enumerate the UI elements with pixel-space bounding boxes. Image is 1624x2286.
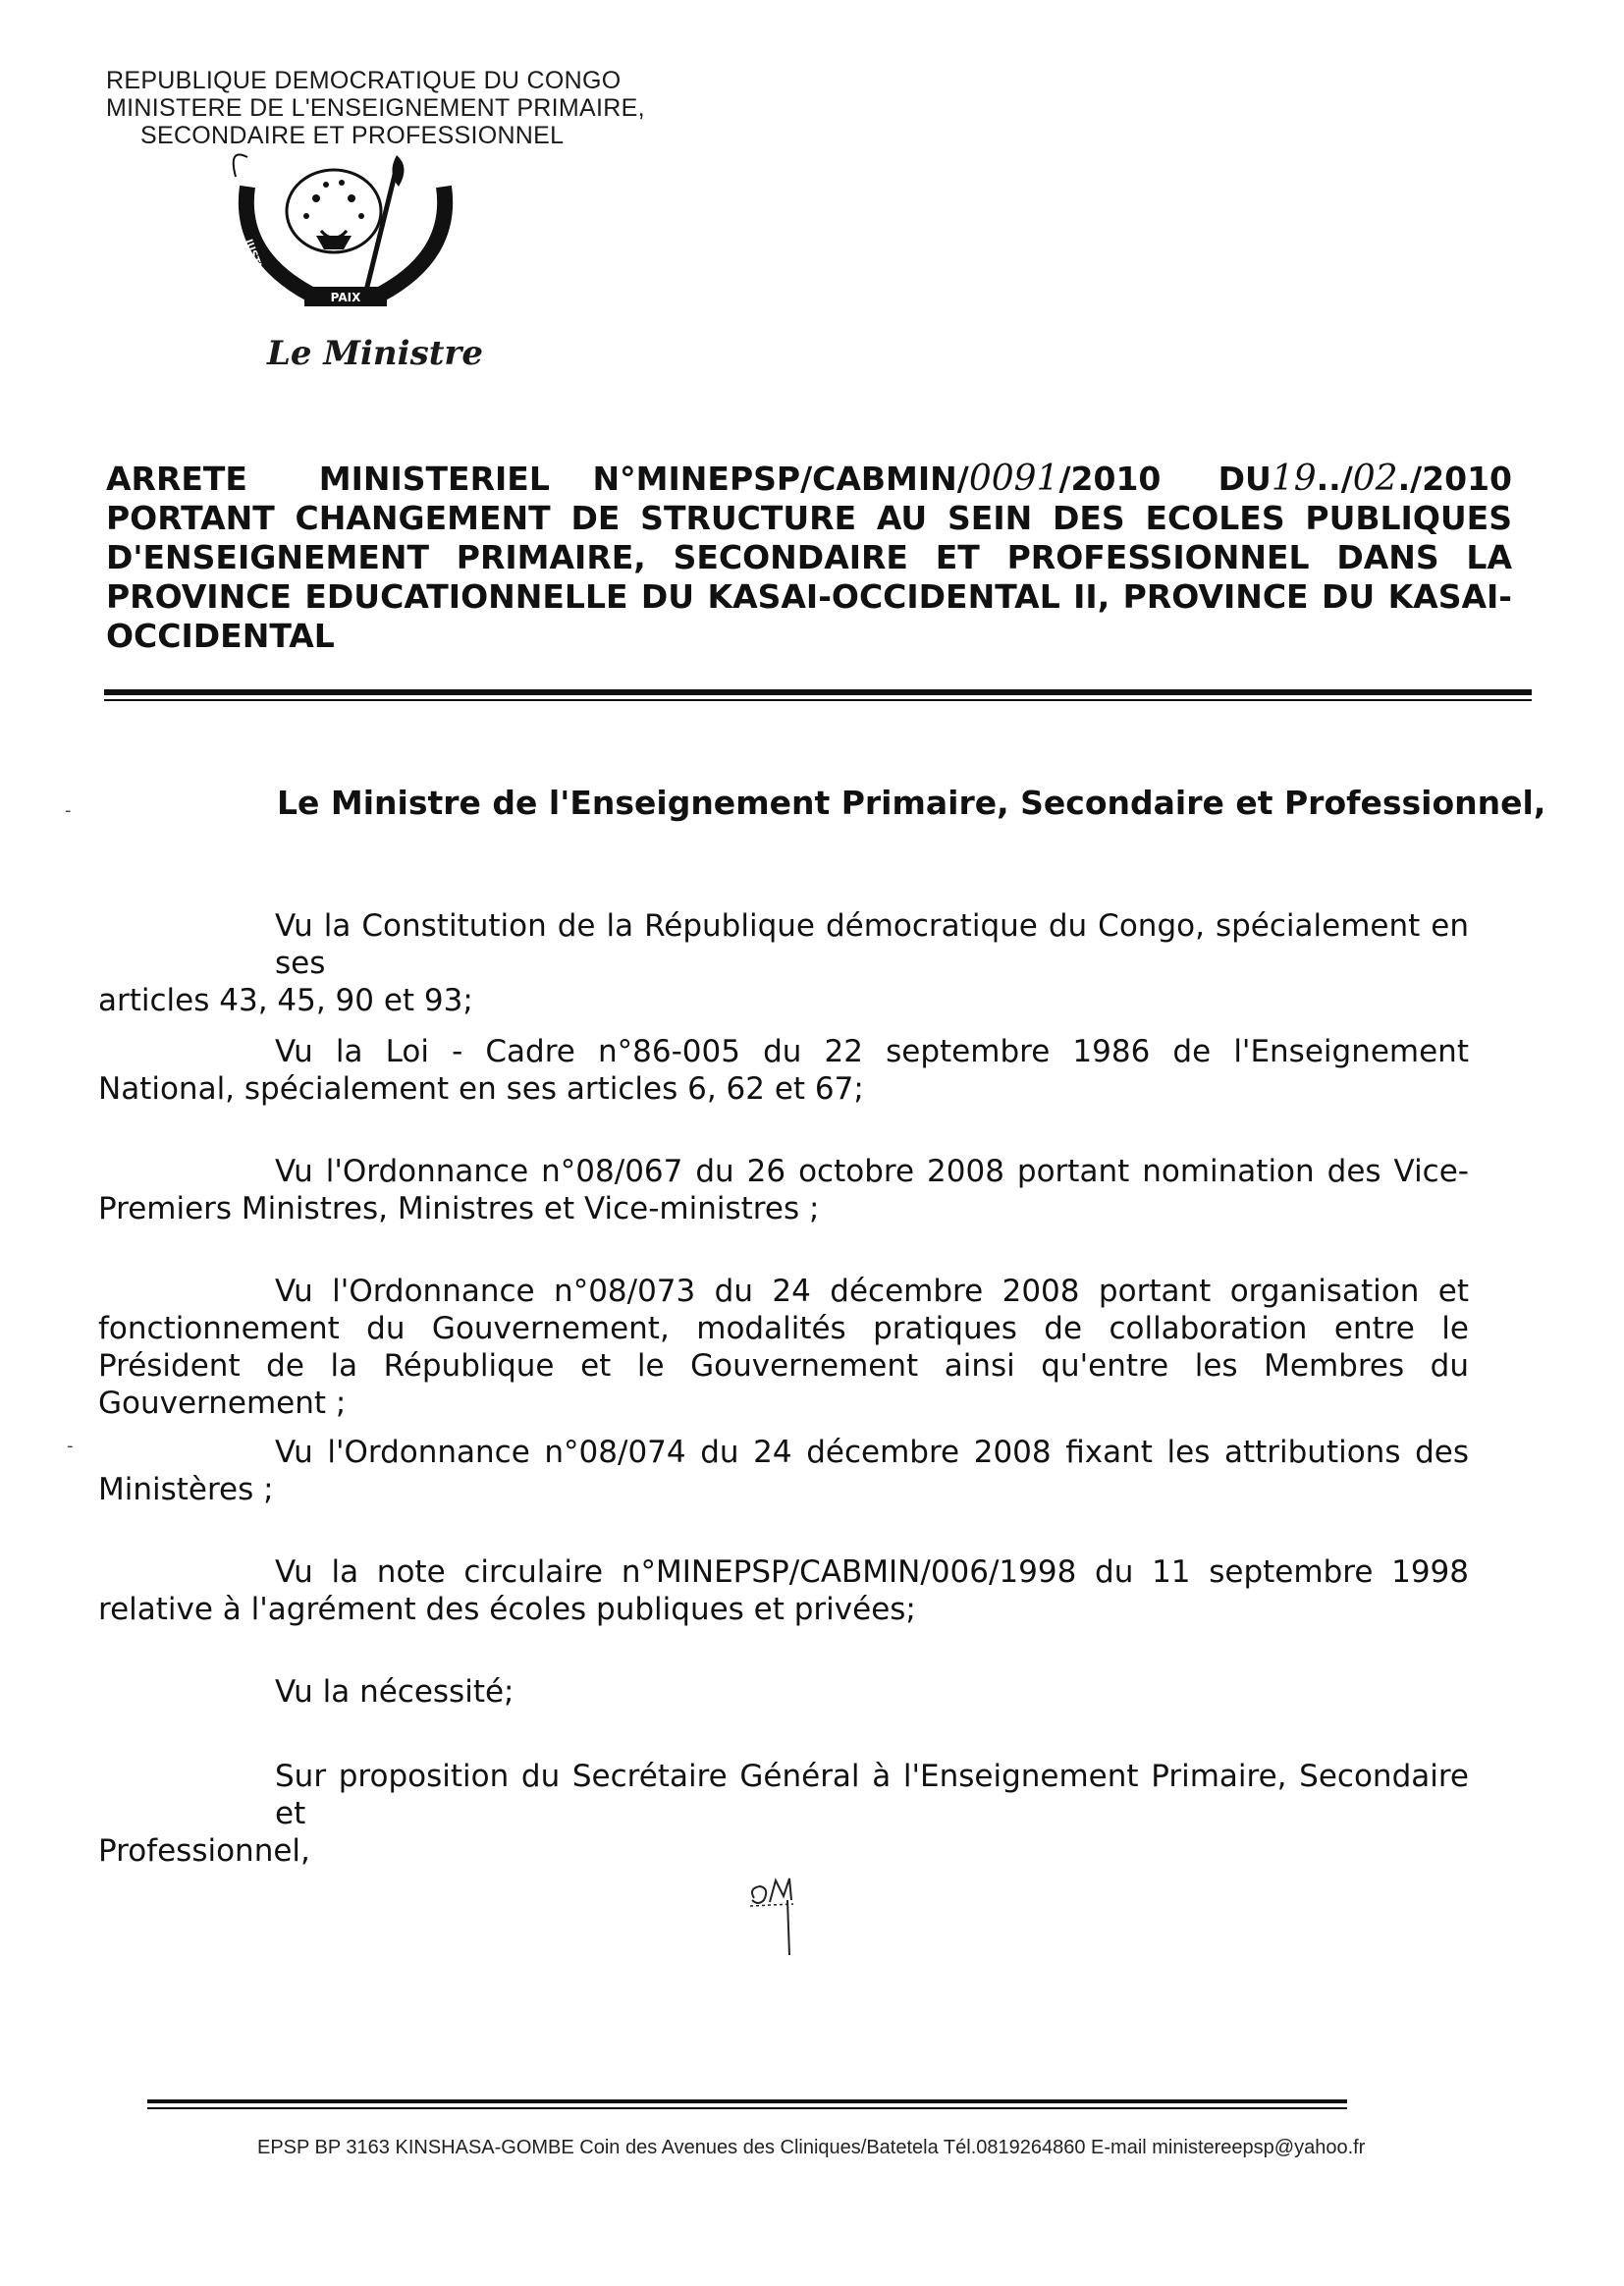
paragraph-first-line: Vu la nécessité; (275, 1674, 514, 1710)
handwritten-initials (746, 1871, 825, 1959)
preamble-paragraph (98, 1153, 1469, 1227)
footer-contact: EPSP BP 3163 KINSHASA-GOMBE Coin des Avenues des Cliniques/Batetela Tél.0819264860 E-mail ministereepsp@yahoo.fr (257, 2137, 1366, 2158)
title-date-year: ./2010 (1397, 460, 1512, 498)
preamble-paragraph (98, 1033, 1469, 1108)
decree-title-line-5: OCCIDENTAL (106, 617, 335, 655)
paragraph-continuation: relative à l'agrément des écoles publiques et privées; (98, 1592, 916, 1627)
paragraph-continuation: Ministères ; (98, 1472, 274, 1507)
preamble-paragraph (98, 1273, 1469, 1422)
motto-paix: PAIX (330, 291, 361, 304)
preamble-heading: Le Ministre de l'Enseignement Primaire, Secondaire et Professionnel, (277, 784, 1546, 822)
decree-title-line-4: PROVINCE EDUCATIONNELLE DU KASAI-OCCIDENTAL II, PROVINCE DU KASAI- (106, 577, 1512, 616)
preamble-paragraph (98, 907, 1469, 1019)
minister-title-script: Le Ministre (267, 334, 483, 373)
letterhead (106, 67, 715, 149)
decree-title-line-3: D'ENSEIGNEMENT PRIMAIRE, SECONDAIRE ET PROFESSIONNEL DANS LA (106, 538, 1512, 576)
paragraph-first-line: Vu la Loi - Cadre n°86-005 du 22 septembre 1986 de l'Enseignement (275, 1034, 1469, 1069)
preamble-paragraph (98, 1553, 1469, 1628)
decree-title-line-1 (106, 460, 1512, 499)
paragraph-first-line: Vu la Constitution de la République démocratique du Congo, spécialement en ses (275, 908, 1469, 981)
paragraph-first-line: Vu l'Ordonnance n°08/073 du 24 décembre 2008 portant organisation et (275, 1274, 1469, 1309)
handwritten-month: 02 (1352, 459, 1398, 499)
paragraph-first-line: Vu l'Ordonnance n°08/074 du 24 décembre 2008 fixant les attributions des (275, 1435, 1469, 1470)
title-sep: ../ (1316, 460, 1353, 498)
decree-title-line-2: PORTANT CHANGEMENT DE STRUCTURE AU SEIN DES ECOLES PUBLIQUES (106, 499, 1512, 537)
paragraph-continuation: Professionnel, (98, 1833, 310, 1869)
title-divider-thin (104, 699, 1532, 701)
decree-title (106, 460, 1512, 656)
letterhead-ministry: MINISTERE DE L'ENSEIGNEMENT PRIMAIRE, (106, 94, 645, 122)
paragraph-first-line: Vu la note circulaire n°MINEPSP/CABMIN/006/1998 du 11 septembre 1998 (275, 1554, 1469, 1590)
scan-mark: - (65, 800, 72, 821)
title-ministeriel: MINISTERIEL (318, 460, 550, 498)
title-arrete: ARRETE (106, 460, 247, 498)
preamble-paragraph (98, 1434, 1469, 1508)
handwritten-decree-number: 0091 (968, 459, 1059, 499)
paragraph-continuation: articles 43, 45, 90 et 93; (98, 983, 473, 1018)
motto-travail: TRAVAIL (401, 190, 427, 237)
footer-divider-thin (147, 2107, 1347, 2109)
footer-divider (147, 2099, 1347, 2103)
motto-justice: JUSTICE (243, 238, 268, 283)
paragraph-first-line: Vu l'Ordonnance n°08/067 du 26 octobre 2008 portant nomination des Vice- (275, 1154, 1469, 1189)
title-year: /2010 (1058, 460, 1162, 498)
paragraph-continuation: National, spécialement en ses articles 6, 62 et 67; (98, 1071, 864, 1107)
paragraph-continuation: Premiers Ministres, Ministres et Vice-ministres ; (98, 1191, 820, 1226)
handwritten-day: 19 (1271, 459, 1317, 499)
title-divider (104, 689, 1532, 695)
letterhead-country: REPUBLIQUE DEMOCRATIQUE DU CONGO (106, 67, 622, 94)
coat-of-arms-emblem (218, 147, 473, 319)
letterhead-ministry-cont: SECONDAIRE ET PROFESSIONNEL (140, 122, 565, 149)
title-reference: N°MINEPSP/CABMIN/ (592, 460, 969, 498)
preamble-paragraph (98, 1758, 1469, 1870)
paragraph-first-line: Sur proposition du Secrétaire Général à l'Enseignement Primaire, Secondaire et (275, 1759, 1469, 1831)
paragraph-continuation: fonctionnement du Gouvernement, modalités pratiques de collaboration entre le Président de la République et le Gouvernement ainsi qu'entre les Membres du Gouvernement ; (98, 1311, 1469, 1421)
title-du: DU (1218, 460, 1272, 498)
preamble-paragraph (98, 1673, 1469, 1711)
scan-mark: - (67, 1436, 74, 1456)
